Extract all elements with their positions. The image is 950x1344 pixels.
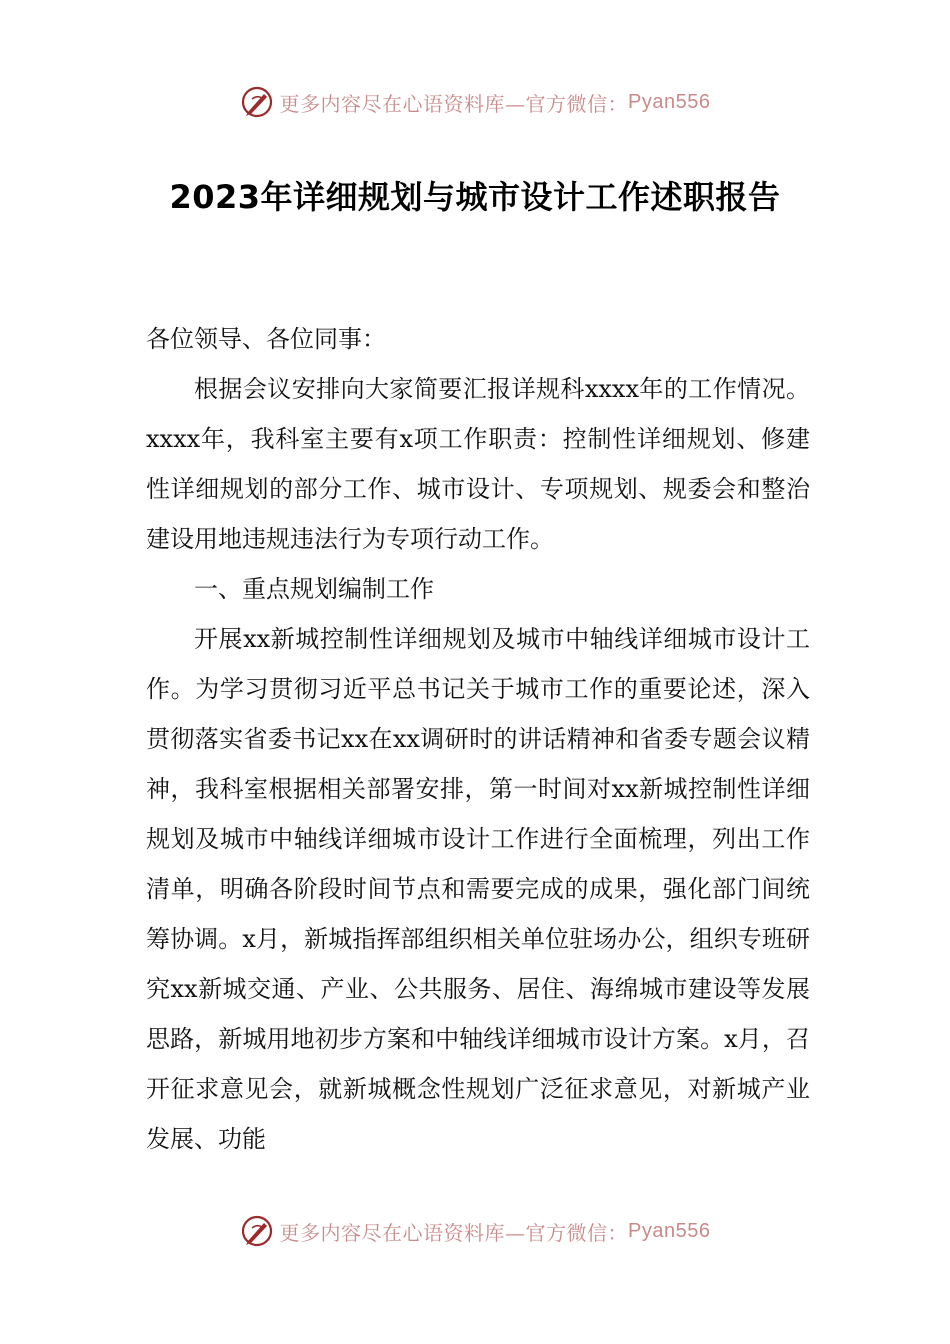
pen-logo-icon (240, 85, 274, 119)
footer-watermark (0, 1211, 950, 1251)
pen-logo-icon (240, 1214, 274, 1248)
document-title: 2023年详细规划与城市设计工作述职报告 (169, 178, 781, 216)
section-heading: 一、重点规划编制工作 (194, 575, 434, 603)
watermark-wechat-id: Pyan556 (628, 1219, 711, 1242)
salutation: 各位领导、各位同事： (146, 325, 386, 353)
watermark-wechat-id: Pyan556 (628, 90, 711, 113)
document-body (146, 314, 810, 1164)
header-watermark (0, 82, 950, 122)
paragraph: 根据会议安排向大家简要汇报详规科xxxx年的工作情况。xxxx年，我科室主要有x项工作职责：控制性详细规划、修建性详细规划的部分工作、城市设计、专项规划、规委会和整治建设用地违规违法行为专项行动工作。 (146, 375, 810, 553)
paragraph: 开展xx新城控制性详细规划及城市中轴线详细城市设计工作。为学习贯彻习近平总书记关于城市工作的重要论述，深入贯彻落实省委书记xx在xx调研时的讲话精神和省委专题会议精神，我科室根据相关部署安排，第一时间对xx新城控制性详细规划及城市中轴线详细城市设计工作进行全面梳理，列出工作清单，明确各阶段时间节点和需要完成的成果，强化部门间统筹协调。x月，新城指挥部组织相关单位驻场办公，组织专班研究xx新城交通、产业、公共服务、居住、海绵城市建设等发展思路，新城用地初步方案和中轴线详细城市设计方案。x月，召开征求意见会，就新城概念性规划广泛征求意见，对新城产业发展、功能 (146, 625, 810, 1153)
watermark-text: 更多内容尽在心语资料库—官方微信： (279, 1220, 629, 1245)
watermark-text: 更多内容尽在心语资料库—官方微信： (279, 91, 629, 116)
